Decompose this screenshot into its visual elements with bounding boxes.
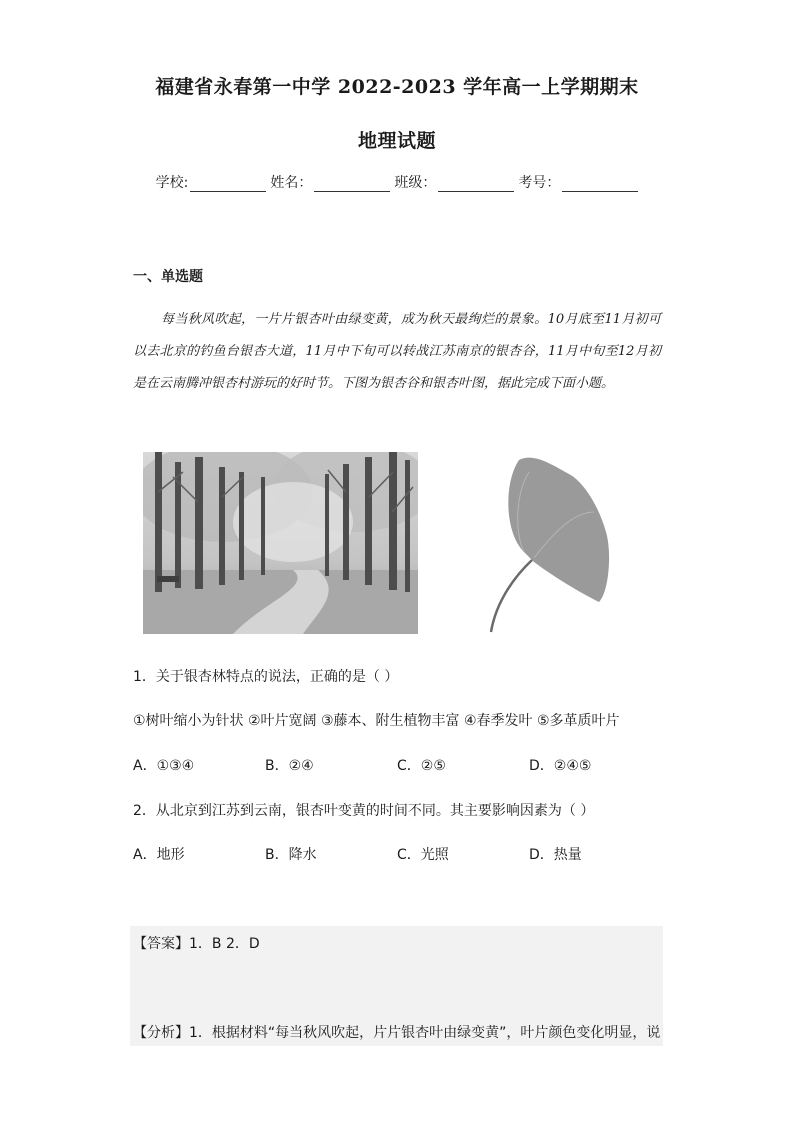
exam-no-label: 考号： (518, 175, 561, 191)
answer-line: 【答案】1．B 2．D (133, 936, 260, 952)
section-title: 一、单选题 (133, 269, 203, 285)
question-1-items: ①树叶缩小为针状 ②叶片宽阔 ③藤本、附生植物丰富 ④春季发叶 ⑤多革质叶片 (133, 713, 620, 729)
page-subtitle: 地理试题 (357, 130, 436, 152)
option-c[interactable]: C．光照 (397, 847, 449, 863)
reading-passage: 每当秋风吹起，一片片银杏叶由绿变黄，成为秋天最绚烂的景象。10月底至11月初可以去北京的钓鱼台银杏大道，11月中下旬可以转战江苏南京的银杏谷，11月中旬至12月初是在云南腾冲银杏村游玩的好时节。下图为银杏谷和银杏叶图，据此完成下面小题。 (133, 312, 661, 391)
name-field[interactable] (270, 172, 390, 192)
school-label: 学校: (155, 175, 189, 191)
question-2-stem: 2．从北京到江苏到云南，银杏叶变黄的时间不同。其主要影响因素为（ ） (133, 803, 595, 819)
class-label: 班级： (394, 175, 437, 191)
school-blank[interactable] (190, 175, 266, 192)
exam-no-blank[interactable] (562, 175, 638, 192)
question-1-options (133, 755, 661, 775)
option-d[interactable]: D．②④⑤ (529, 758, 592, 774)
option-c[interactable]: C．②⑤ (397, 758, 446, 774)
option-d[interactable]: D．热量 (529, 847, 582, 863)
school-field[interactable] (156, 172, 267, 192)
question-2-options (133, 844, 661, 864)
exam-no-field[interactable] (518, 172, 638, 192)
option-b[interactable]: B．降水 (265, 847, 317, 863)
question-1-stem: 1．关于银杏林特点的说法，正确的是（ ） (133, 669, 399, 685)
class-blank[interactable] (438, 175, 514, 192)
name-blank[interactable] (314, 175, 390, 192)
class-field[interactable] (394, 172, 514, 192)
option-a[interactable]: A．地形 (133, 847, 185, 863)
student-info-row (0, 172, 794, 192)
analysis-line: 【分析】1．根据材料“每当秋风吹起，片片银杏叶由绿变黄”，叶片颜色变化明显，说 (133, 1025, 661, 1041)
ginkgo-leaf-image (484, 452, 614, 634)
option-b[interactable]: B．②④ (265, 758, 314, 774)
ginkgo-grove-photo (143, 452, 418, 634)
name-label: 姓名： (270, 175, 313, 191)
option-a[interactable]: A．①③④ (133, 758, 195, 774)
page-title: 福建省永春第一中学 2022-2023 学年高一上学期期末 (155, 76, 639, 98)
